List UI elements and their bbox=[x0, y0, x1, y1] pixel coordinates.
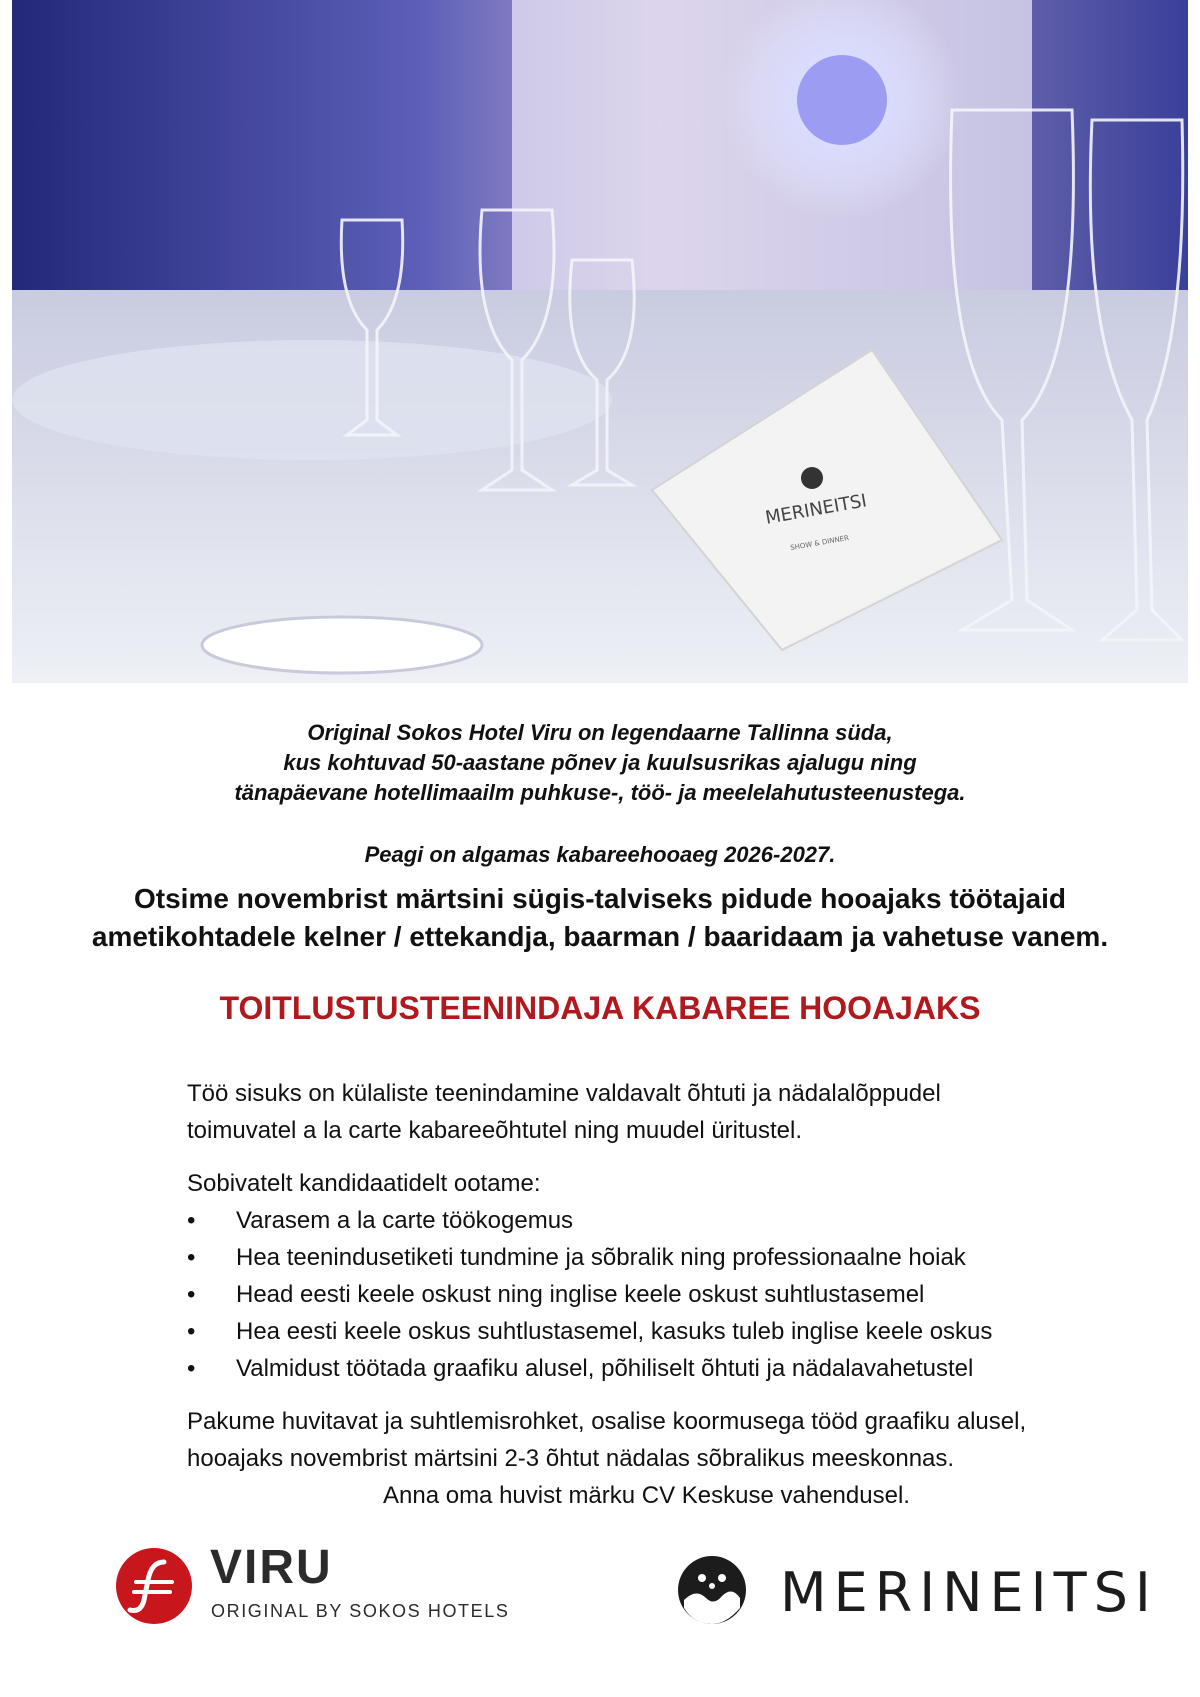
requirements-heading: Sobivatelt kandidaatidelt ootame: bbox=[187, 1170, 541, 1197]
offer-line: hooajaks novembrist märtsini 2-3 õhtut nädalas sõbralikus meeskonnas. bbox=[187, 1445, 955, 1472]
viru-subtitle: ORIGINAL BY SOKOS HOTELS bbox=[211, 1601, 510, 1621]
bullet-icon: • bbox=[187, 1281, 196, 1308]
job-description bbox=[187, 1075, 1177, 1530]
intro-text bbox=[0, 718, 1200, 808]
menu-card-brand: MERINEITSI bbox=[763, 490, 869, 529]
list-item bbox=[187, 1239, 1177, 1276]
banquet-table-photo-icon bbox=[12, 0, 1188, 683]
requirement-text: Head eesti keele oskust ning inglise keele oskust suhtlustasemel bbox=[236, 1281, 925, 1308]
description-line: toimuvatel a la carte kabareeõhtutel ning muudel üritustel. bbox=[187, 1117, 803, 1144]
intro-line: tänapäevane hotellimaailm puhkuse-, töö- ja meelelahutusteenustega. bbox=[234, 780, 966, 805]
merineitsi-wordmark: MERINEITSI bbox=[780, 1561, 1158, 1624]
list-item bbox=[187, 1276, 1177, 1313]
requirement-text: Valmidust töötada graafiku alusel, põhiliselt õhtuti ja nädalavahetustel bbox=[236, 1355, 974, 1382]
seeking-line: Otsime novembrist märtsini sügis-talviseks pidude hooajaks töötajaid bbox=[133, 883, 1067, 914]
hero-photo bbox=[12, 0, 1188, 683]
requirement-text: Hea teenindusetiketi tundmine ja sõbralik ning professionaalne hoiak bbox=[236, 1244, 966, 1271]
bullet-icon: • bbox=[187, 1207, 196, 1234]
bullet-icon: • bbox=[187, 1244, 196, 1271]
viru-logo bbox=[114, 1540, 534, 1640]
bullet-icon: • bbox=[187, 1318, 196, 1345]
viru-wordmark: VIRU bbox=[210, 1541, 333, 1594]
description-paragraph bbox=[187, 1075, 1177, 1149]
merineitsi-logo bbox=[676, 1552, 1158, 1642]
sokos-emblem-icon bbox=[114, 1546, 194, 1626]
requirement-text: Varasem a la carte töökogemus bbox=[236, 1207, 574, 1234]
seeking-line: ametikohtadele kelner / ettekandja, baarman / baaridaam ja vahetuse vanem. bbox=[91, 921, 1109, 952]
requirements-list bbox=[187, 1202, 1177, 1387]
list-item bbox=[187, 1202, 1177, 1239]
intro-line: Original Sokos Hotel Viru on legendaarne Tallinna süda, bbox=[307, 720, 893, 745]
requirement-text: Hea eesti keele oskus suhtlustasemel, kasuks tuleb inglise keele oskus bbox=[236, 1318, 993, 1345]
intro-line: kus kohtuvad 50-aastane põnev ja kuulsusrikas ajalugu ning bbox=[283, 750, 917, 775]
menu-card-tagline: SHOW & DINNER bbox=[789, 533, 850, 553]
description-line: Töö sisuks on külaliste teenindamine valdavalt õhtuti ja nädalalõppudel bbox=[187, 1080, 941, 1107]
season-text: Peagi on algamas kabareehooaeg 2026-2027. bbox=[364, 842, 836, 867]
merineitsi-emblem-icon bbox=[676, 1554, 748, 1626]
offer-paragraph bbox=[187, 1403, 1177, 1514]
list-item bbox=[187, 1313, 1177, 1350]
job-title: TOITLUSTUSTEENINDAJA KABAREE HOOAJAKS bbox=[219, 990, 981, 1026]
bullet-icon: • bbox=[187, 1355, 196, 1382]
list-item bbox=[187, 1350, 1177, 1387]
seeking-text bbox=[0, 880, 1200, 956]
offer-line: Pakume huvitavat ja suhtlemisrohket, osalise koormusega tööd graafiku alusel, bbox=[187, 1408, 1027, 1435]
closing-line: Anna oma huvist märku CV Keskuse vahenduse​l. bbox=[383, 1482, 910, 1509]
